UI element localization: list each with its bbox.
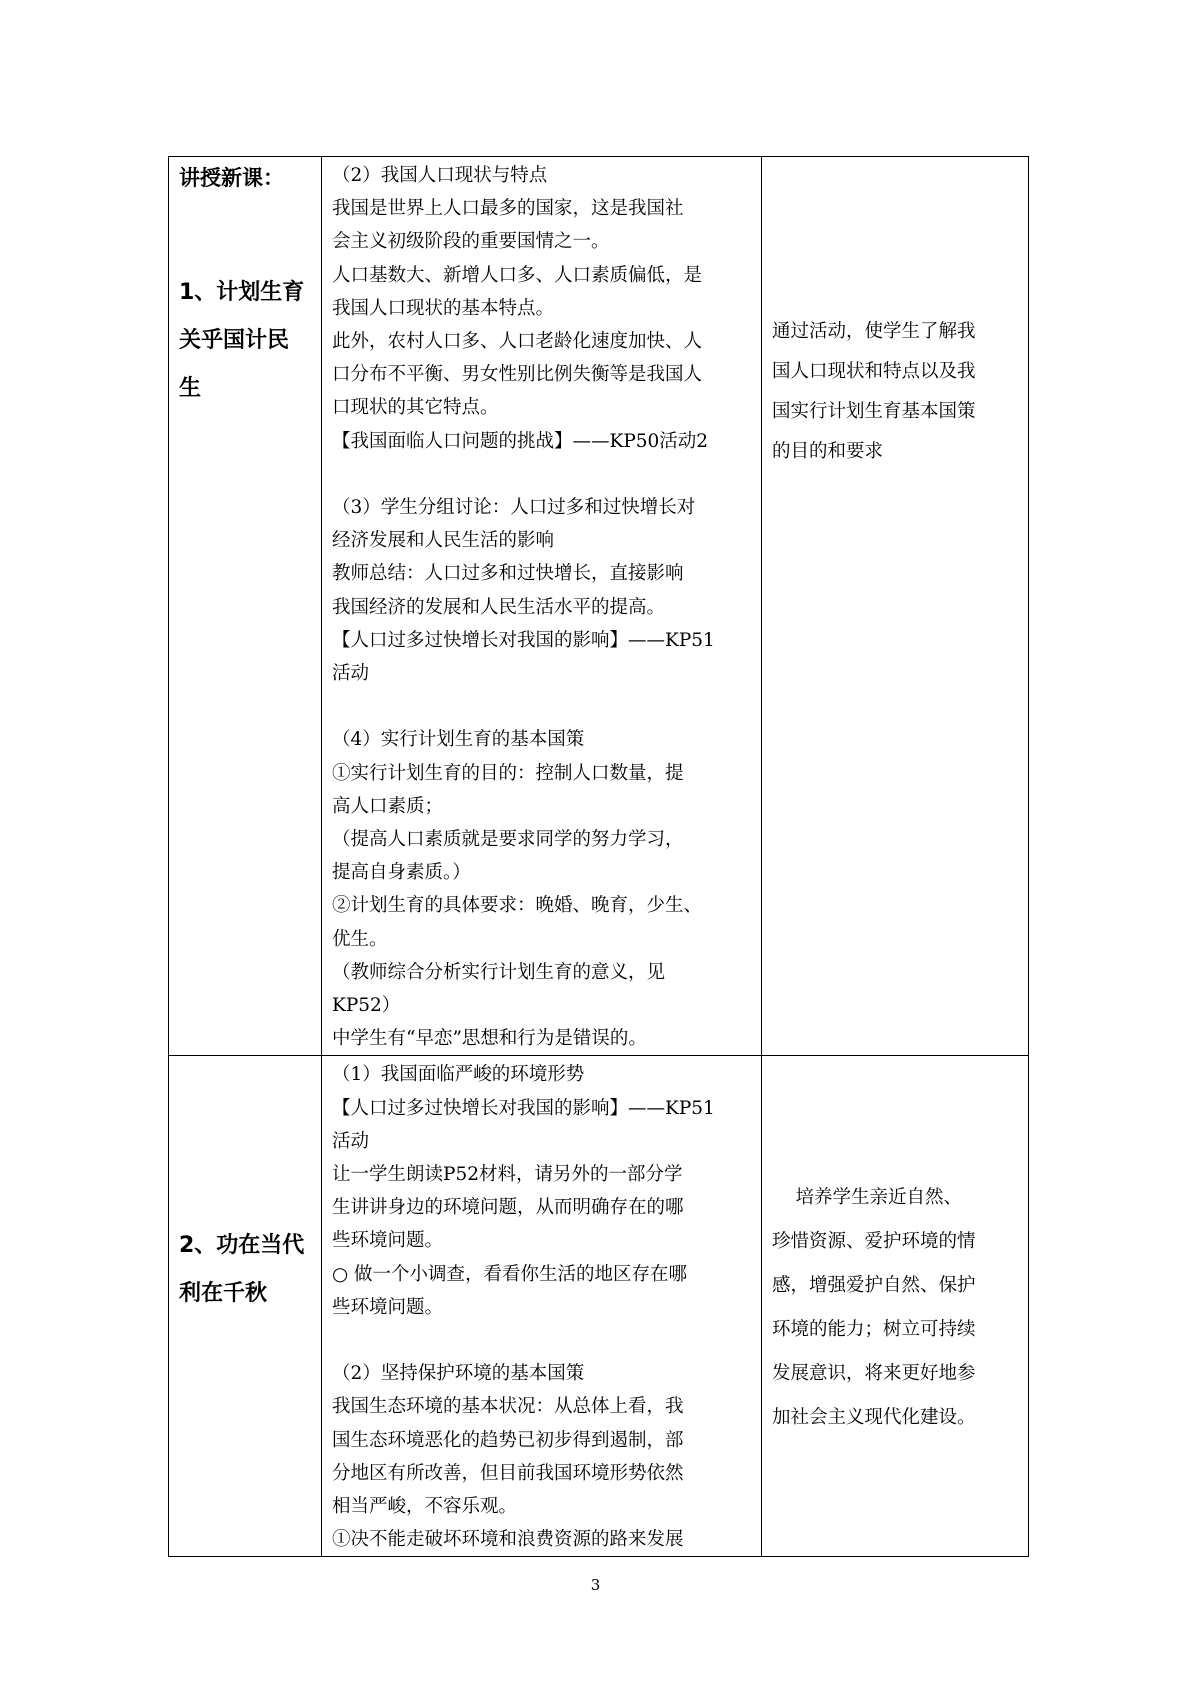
note-line: 环境的能力；树立可持续 (772, 1319, 976, 1341)
content-line: 相当严峻，不容乐观。 (332, 1496, 518, 1518)
notes-cell (762, 157, 1029, 1056)
page-number: 3 (590, 1576, 601, 1594)
note-line: 的目的和要求 (772, 441, 884, 462)
note-line: 加社会主义现代化建设。 (772, 1407, 976, 1429)
section-label-cell (169, 1056, 322, 1557)
content-line: 让一学生朗读P52材料，请另外的一部分学 (332, 1164, 683, 1186)
note-line: 国实行计划生育基本国策 (772, 401, 976, 422)
content-line: 提高自身素质。） (332, 862, 471, 884)
content-line: 生讲讲身边的环境问题，从而明确存在的哪 (332, 1197, 684, 1219)
content-line: ①决不能走破坏环境和浪费资源的路来发展 (332, 1529, 684, 1551)
content-line: 优生。 (332, 928, 388, 950)
content-line: 【人口过多过快增长对我国的影响】——KP51 (332, 629, 715, 651)
lesson-plan-table (168, 156, 1029, 1557)
content-line: 教师总结：人口过多和过快增长，直接影响 (332, 563, 684, 585)
content-line: 【人口过多过快增长对我国的影响】——KP51 (332, 1097, 715, 1119)
content-lines (332, 159, 753, 1055)
content-line: 我国人口现状的基本特点。 (332, 297, 555, 319)
section-label-cell (169, 157, 322, 1056)
content-line: 此外，农村人口多、人口老龄化速度加快、人 (332, 331, 703, 353)
content-cell (322, 1056, 762, 1557)
note-line: 培养学生亲近自然、 (772, 1187, 963, 1209)
content-line: 人口基数大、新增人口多、人口素质偏低，是 (332, 264, 703, 286)
content-line (332, 1324, 753, 1357)
content-line: （3）学生分组讨论：人口过多和过快增长对 (332, 497, 696, 519)
note-line: 通过活动，使学生了解我 (772, 321, 976, 342)
content-line: 活动 (332, 663, 370, 685)
content-line: 我国生态环境的基本状况：从总体上看，我 (332, 1396, 684, 1418)
note-line: 发展意识，将来更好地参 (772, 1363, 976, 1385)
content-line: 经济发展和人民生活的影响 (332, 530, 555, 552)
content-line: 些环境问题。 (332, 1230, 444, 1252)
content-line: ②计划生育的具体要求：晚婚、晚育，少生、 (332, 895, 703, 917)
content-line: 些环境问题。 (332, 1296, 444, 1318)
table-row (169, 157, 1029, 1056)
content-line (332, 690, 753, 723)
content-line: 我国经济的发展和人民生活水平的提高。 (332, 596, 666, 618)
content-line: 活动 (332, 1130, 370, 1152)
content-lines (332, 1058, 753, 1556)
notes-text (772, 312, 1020, 472)
content-line: （4）实行计划生育的基本国策 (332, 729, 585, 751)
content-line: 会主义初级阶段的重要国情之一。 (332, 231, 610, 253)
content-cell (322, 157, 762, 1056)
notes-text (772, 1176, 1020, 1440)
content-line: 【我国面临人口问题的挑战】——KP50活动2 (332, 430, 709, 452)
content-line: （教师综合分析实行计划生育的意义，见 (332, 961, 666, 983)
content-line: （提高人口素质就是要求同学的努力学习， (332, 829, 684, 851)
section-title-line: 关乎国计民 (179, 328, 290, 353)
content-line: 高人口素质； (332, 795, 444, 817)
content-line: 分地区有所改善，但目前我国环境形势依然 (332, 1462, 684, 1484)
section-title-line: 1、计划生育 (179, 280, 305, 305)
content-line: 口现状的其它特点。 (332, 397, 499, 419)
content-line: 我国是世界上人口最多的国家，这是我国社 (332, 198, 684, 220)
section-heading: 讲授新课： (179, 166, 284, 190)
section-title-line: 生 (179, 376, 202, 401)
content-line: 中学生有“早恋”思想和行为是错误的。 (332, 1028, 647, 1050)
content-line: KP52） (332, 995, 401, 1017)
content-line: 口分布不平衡、男女性别比例失衡等是我国人 (332, 364, 703, 386)
note-line: 感，增强爱护自然、保护 (772, 1275, 976, 1297)
note-line: 国人口现状和特点以及我 (772, 361, 976, 382)
content-line: ○ 做一个小调查，看看你生活的地区存在哪 (332, 1263, 688, 1285)
section-title-line: 利在千秋 (179, 1281, 268, 1307)
content-line: （2）我国人口现状与特点 (332, 165, 548, 186)
content-line: （1）我国面临严峻的环境形势 (332, 1064, 585, 1086)
notes-cell (762, 1056, 1029, 1557)
note-line: 珍惜资源、爱护环境的情 (772, 1231, 976, 1253)
content-line: ①实行计划生育的目的：控制人口数量，提 (332, 762, 684, 784)
content-line: 国生态环境恶化的趋势已初步得到遏制，部 (332, 1429, 684, 1451)
table-row (169, 1056, 1029, 1557)
section-title-line: 2、功在当代 (179, 1233, 305, 1259)
content-line (332, 458, 753, 491)
content-line: （2）坚持保护环境的基本国策 (332, 1363, 585, 1385)
